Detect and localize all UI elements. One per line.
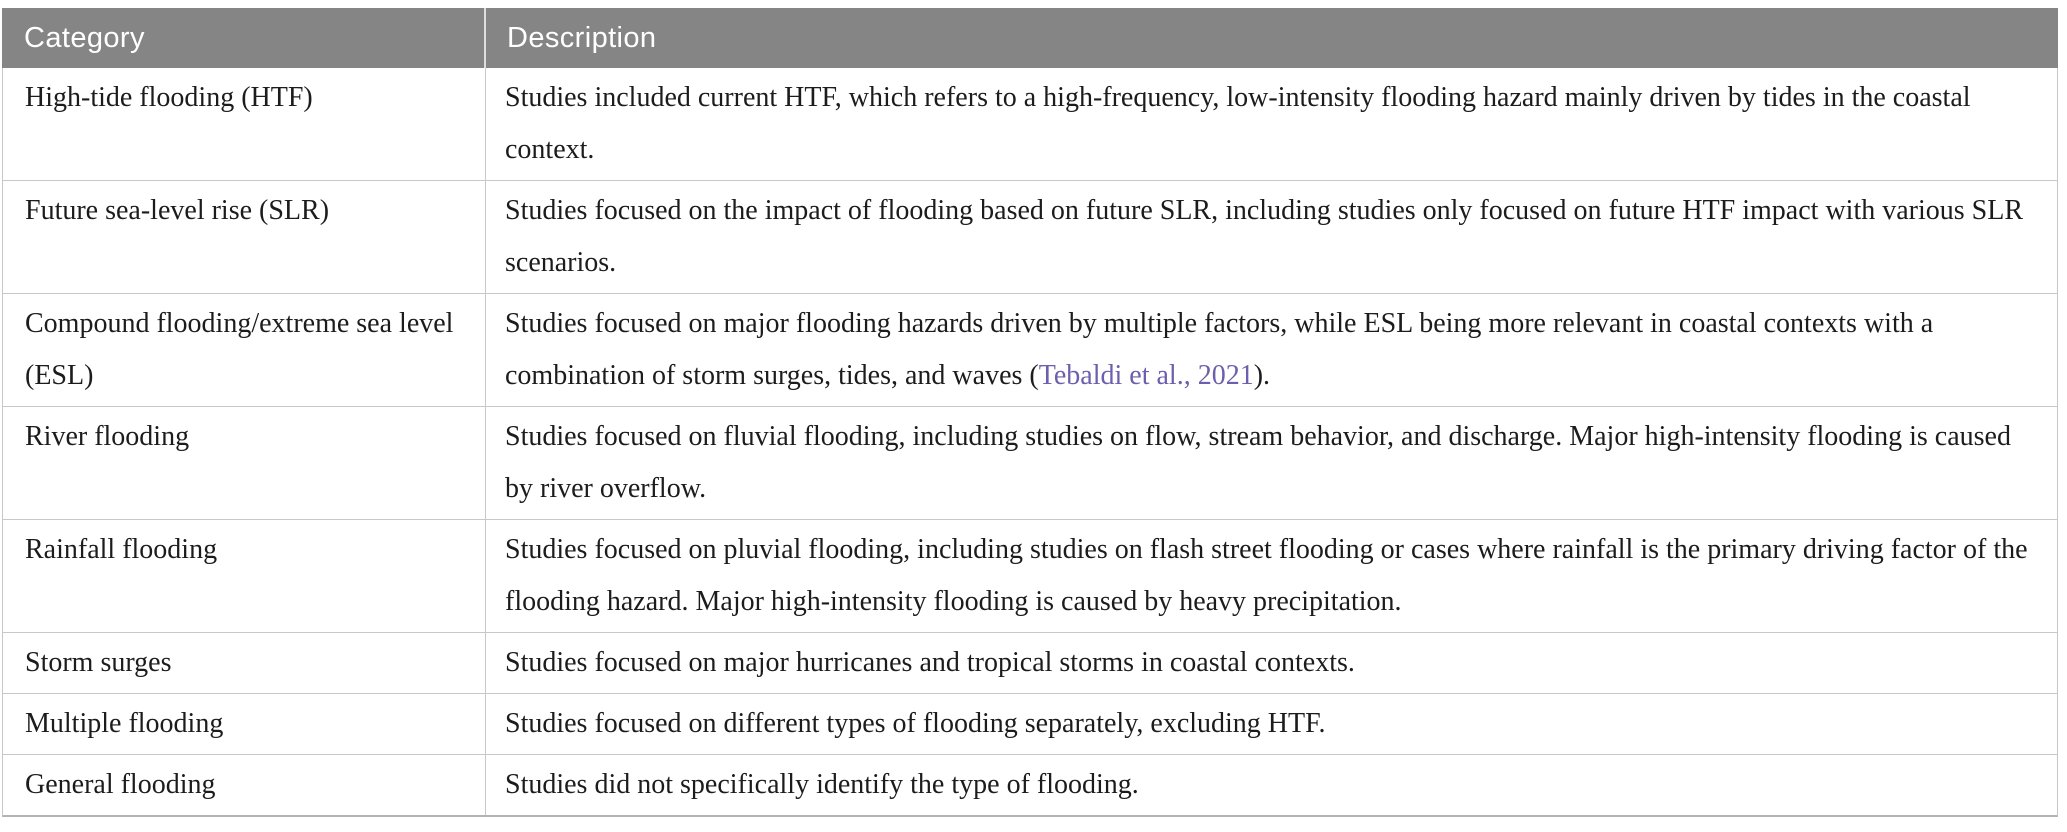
table-row: [3, 632, 2057, 693]
description-text: Studies focused on major flooding hazards driven by multiple factors, while ESL being more relevant in coastal contexts with a combination of storm surges, tides, and waves (: [505, 308, 1934, 391]
description-cell: [485, 68, 2057, 180]
table-header: [2, 8, 2058, 68]
description-cell: [485, 755, 2057, 815]
description-text: Studies focused on the impact of flooding based on future SLR, including studies only focused on future HTF impact with various SLR scenarios.: [505, 195, 2024, 278]
citation-link[interactable]: Tebaldi et al., 2021: [1038, 360, 1254, 391]
category-cell: Compound flooding/extreme sea level (ESL): [25, 308, 454, 391]
description-text: Studies focused on fluvial flooding, including studies on flow, stream behavior, and discharge. Major high-intensity flooding is caused by river overflow.: [505, 421, 2011, 504]
table-row: [3, 693, 2057, 754]
description-text: Studies focused on pluvial flooding, including studies on flash street flooding or cases where rainfall is the primary driving factor of the flooding hazard. Major high-intensity flooding is caused by heavy precipitation.: [505, 534, 2028, 617]
description-text: Studies focused on different types of flooding separately, excluding HTF.: [505, 708, 1326, 739]
table-row: [3, 519, 2057, 632]
description-text: Studies focused on major hurricanes and tropical storms in coastal contexts.: [505, 647, 1355, 678]
category-cell: General flooding: [25, 769, 216, 800]
column-header-description: Description: [484, 8, 2058, 68]
category-cell: Storm surges: [25, 647, 172, 678]
category-cell: Multiple flooding: [25, 708, 224, 739]
table-row: [3, 293, 2057, 406]
category-cell: Future sea-level rise (SLR): [25, 195, 330, 226]
description-text: Studies included current HTF, which refers to a high-frequency, low-intensity flooding hazard mainly driven by tides in the coastal context.: [505, 82, 1971, 165]
description-cell: [485, 181, 2057, 293]
category-cell: Rainfall flooding: [25, 534, 218, 565]
table-row: [3, 754, 2057, 815]
description-text: ).: [1253, 360, 1271, 391]
column-header-category: Category: [2, 8, 484, 68]
table-body: [2, 68, 2058, 817]
table-row: [3, 180, 2057, 293]
description-cell: [485, 520, 2057, 632]
description-text: Studies did not specifically identify the type of flooding.: [505, 769, 1139, 800]
description-cell: [485, 407, 2057, 519]
description-cell: [485, 294, 2057, 406]
category-cell: River flooding: [25, 421, 190, 452]
table-row: [3, 68, 2057, 180]
description-cell: [485, 694, 2057, 754]
category-cell: High-tide flooding (HTF): [25, 82, 313, 113]
flood-category-table: [2, 8, 2058, 817]
description-cell: [485, 633, 2057, 693]
table-row: [3, 406, 2057, 519]
